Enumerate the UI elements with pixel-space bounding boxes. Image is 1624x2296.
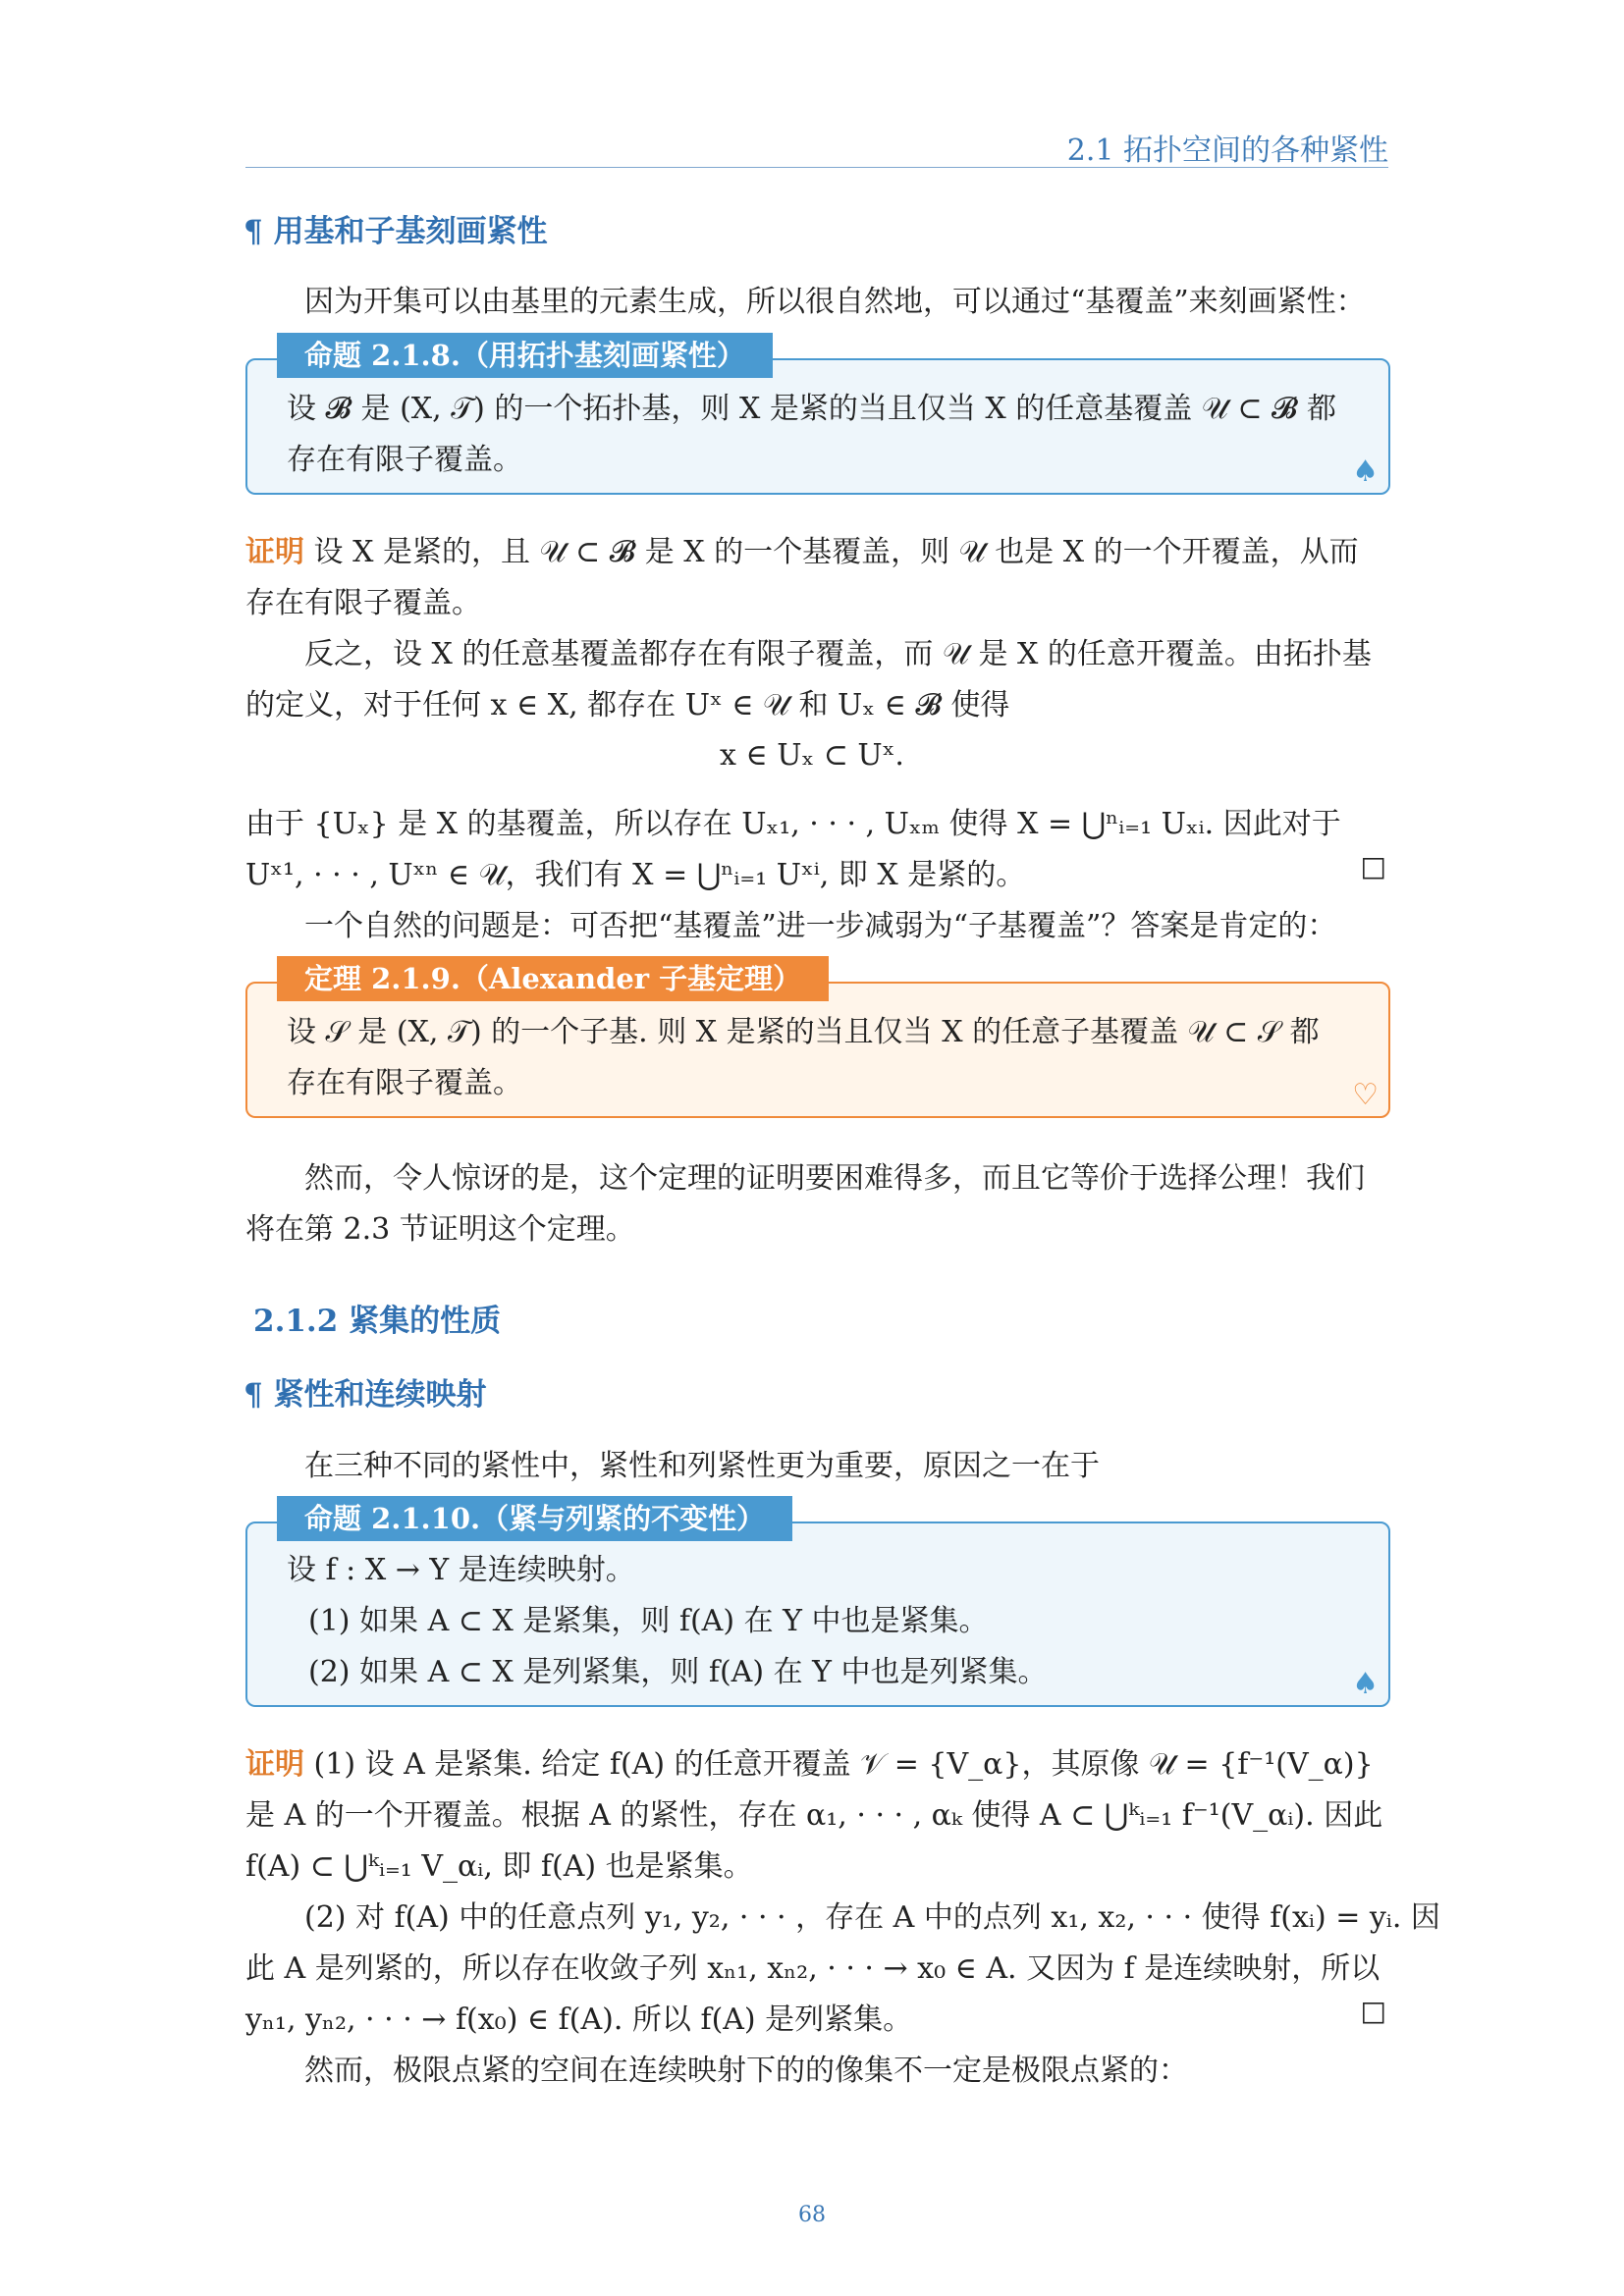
proof-2-line-2: 是 A 的一个开覆盖。根据 A 的紧性，存在 α₁, · · · , αₖ 使得 A ⊂ ⋃ᵏᵢ₌₁ f⁻¹(V_αᵢ). 因此	[245, 1798, 1383, 1833]
proof-1-line-5: 由于 {Uₓ} 是 X 的基覆盖，所以存在 Uₓ₁, · · · , Uₓₘ 使得 X = ⋃ⁿᵢ₌₁ Uₓᵢ. 因此对于	[245, 807, 1341, 841]
closing-text: 然而，极限点紧的空间在连续映射下的的像集不一定是极限点紧的：	[304, 2054, 1188, 2088]
spade-icon: ♠	[1352, 454, 1379, 489]
proof-1-line-2: 存在有限子覆盖。	[245, 586, 481, 620]
page-number: 68	[798, 2203, 826, 2227]
proposition-2-1-10-item-1: (1) 如果 A ⊂ X 是紧集，则 f(A) 在 Y 中也是紧集。	[308, 1604, 989, 1638]
question-text: 一个自然的问题是：可否把“基覆盖”进一步减弱为“子基覆盖”？答案是肯定的：	[304, 909, 1337, 943]
theorem-2-1-9-box	[245, 962, 1390, 1118]
proposition-2-1-8-line-2: 存在有限子覆盖。	[287, 443, 522, 477]
proof-1-line-4: 的定义，对于任何 x ∈ X, 都存在 Uˣ ∈ 𝒰 和 Uₓ ∈ 𝓑 使得	[245, 688, 1010, 722]
intro-text-2: 在三种不同的紧性中，紧性和列紧性更为重要，原因之一在于	[304, 1449, 1100, 1483]
theorem-2-1-9-tag: 定理 2.1.9.（Alexander 子基定理）	[277, 956, 829, 1001]
proposition-2-1-10-tag: 命题 2.1.10.（紧与列紧的不变性）	[277, 1496, 792, 1541]
intro-text-1: 因为开集可以由基里的元素生成，所以很自然地，可以通过“基覆盖”来刻画紧性：	[304, 285, 1366, 319]
proof-1-line-6: Uˣ¹, · · · , Uˣⁿ ∈ 𝒰，我们有 X = ⋃ⁿᵢ₌₁ Uˣⁱ, 即 X 是紧的。	[245, 858, 1026, 892]
proposition-2-1-8-tag: 命题 2.1.8.（用拓扑基刻画紧性）	[277, 333, 773, 378]
qed-symbol-2: □	[1360, 1995, 1386, 2027]
heart-icon: ♡	[1352, 1078, 1379, 1112]
remark-line-2: 将在第 2.3 节证明这个定理。	[245, 1212, 635, 1247]
proposition-2-1-8-line-1: 设 𝓑 是 (X, 𝒯) 的一个拓扑基，则 X 是紧的当且仅当 X 的任意基覆盖 𝒰 ⊂ 𝓑 都	[287, 392, 1337, 426]
running-header	[245, 122, 1388, 168]
proposition-2-1-8-box	[245, 339, 1390, 495]
proof-2-line-3: f(A) ⊂ ⋃ᵏᵢ₌₁ V_αᵢ, 即 f(A) 也是紧集。	[245, 1849, 753, 1884]
spade-icon-2: ♠	[1352, 1667, 1379, 1701]
theorem-2-1-9-line-2: 存在有限子覆盖。	[287, 1066, 522, 1100]
header-title: 2.1 拓扑空间的各种紧性	[1066, 133, 1388, 168]
proof-2-line-6: yₙ₁, yₙ₂, · · · → f(x₀) ∈ f(A). 所以 f(A) 是列紧集。	[245, 2002, 913, 2037]
proof-1-line-3: 反之，设 X 的任意基覆盖都存在有限子覆盖，而 𝒰 是 X 的任意开覆盖。由拓扑基	[304, 637, 1372, 671]
paragraph-heading-continuous: ¶ 紧性和连续映射	[244, 1377, 487, 1413]
subsection-heading: 2.1.2 紧集的性质	[253, 1304, 502, 1339]
qed-symbol: □	[1360, 850, 1386, 882]
proof-2-line-5: 此 A 是列紧的，所以存在收敛子列 xₙ₁, xₙ₂, · · · → x₀ ∈ A. 又因为 f 是连续映射，所以	[245, 1951, 1380, 1986]
proof-label: 证明	[245, 535, 304, 569]
proposition-2-1-10-box	[245, 1502, 1390, 1707]
proof-1-line-1: 证明 设 X 是紧的，且 𝒰 ⊂ 𝓑 是 X 的一个基覆盖，则 𝒰 也是 X 的一个开覆盖，从而	[245, 535, 1359, 569]
remark-line-1: 然而，令人惊讶的是，这个定理的证明要困难得多，而且它等价于选择公理！我们	[304, 1161, 1365, 1196]
theorem-2-1-9-line-1: 设 𝒮 是 (X, 𝒯) 的一个子基. 则 X 是紧的当且仅当 X 的任意子基覆盖 𝒰 ⊂ 𝒮 都	[287, 1015, 1320, 1049]
display-equation: x ∈ Uₓ ⊂ Uˣ.	[720, 738, 904, 773]
proposition-2-1-10-item-2: (2) 如果 A ⊂ X 是列紧集，则 f(A) 在 Y 中也是列紧集。	[308, 1655, 1048, 1689]
proof-2-line-1: 证明 (1) 设 A 是紧集. 给定 f(A) 的任意开覆盖 𝒱 = {V_α}，其原像 𝒰 = {f⁻¹(V_α)}	[245, 1747, 1374, 1782]
proof-label-2: 证明	[245, 1747, 304, 1782]
proof-2-line-4: (2) 对 f(A) 中的任意点列 y₁, y₂, · · · ，存在 A 中的点列 x₁, x₂, · · · 使得 f(xᵢ) = yᵢ. 因	[304, 1900, 1440, 1935]
proposition-2-1-10-line-1: 设 f : X → Y 是连续映射。	[287, 1553, 635, 1587]
paragraph-heading-basis: ¶ 用基和子基刻画紧性	[244, 214, 548, 249]
